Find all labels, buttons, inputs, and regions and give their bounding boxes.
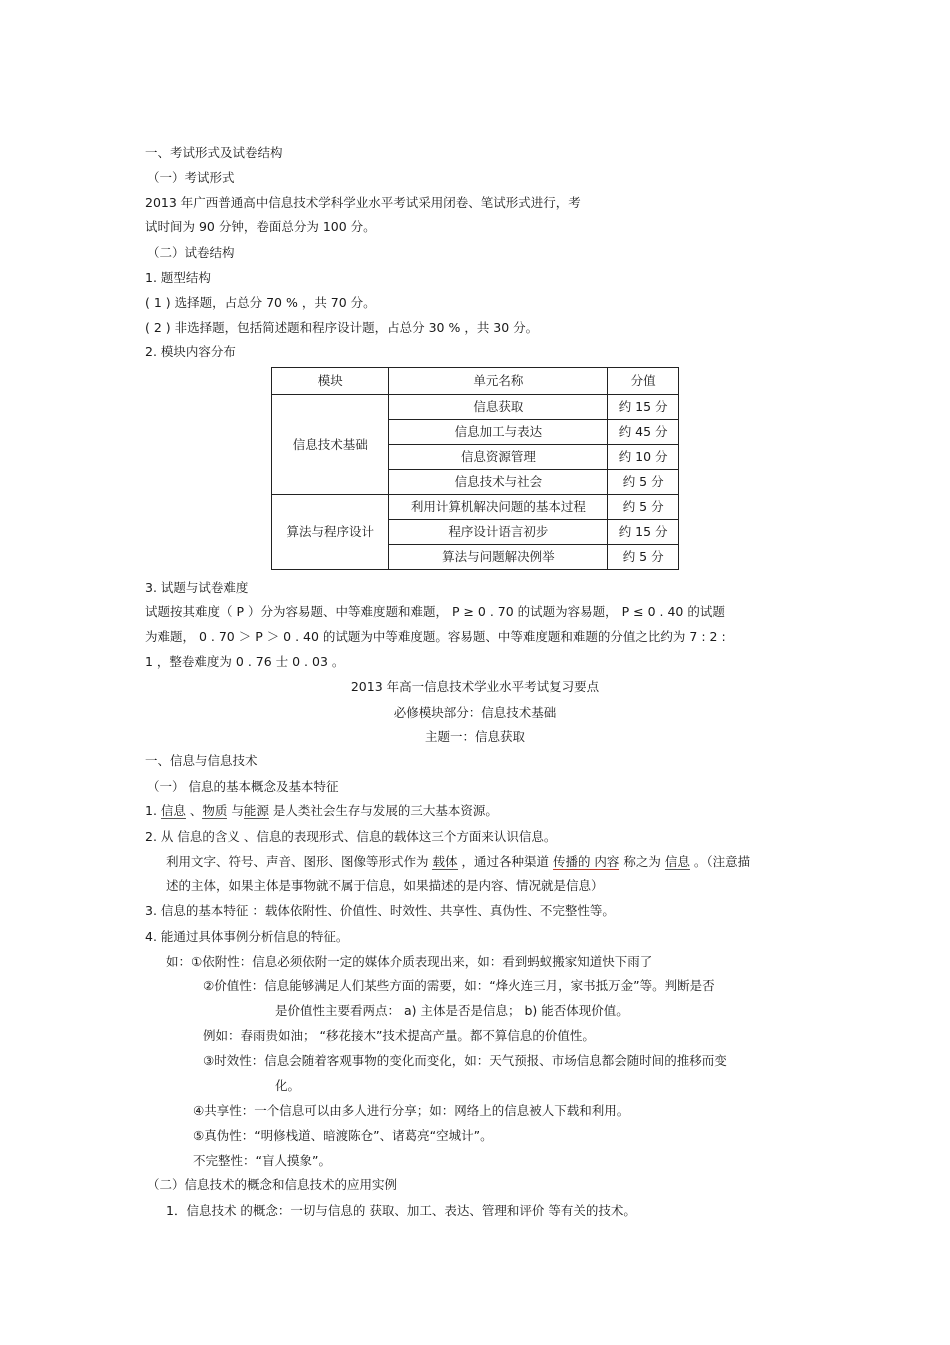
list-item: 1. 信息 、物质 与能源 是人类社会生存与发展的三大基本资源。: [145, 803, 498, 818]
score-cell: 约 15 分: [608, 520, 679, 545]
unit-cell: 程序设计语言初步: [389, 520, 608, 545]
example-line: 如：①依附性：信息必须依附一定的媒体介质表现出来，如：看到蚂蚁搬家知道快下雨了: [166, 954, 653, 969]
example-line: ④共享性：一个信息可以由多人进行分享；如：网络上的信息被人下载和利用。: [193, 1103, 630, 1118]
list-item: 1．信息技术 的概念：一切与信息的 获取、加工、表达、管理和评价 等有关的技术。: [166, 1203, 636, 1218]
table-header-cell: 单元名称: [389, 368, 608, 395]
paragraph-line: 1 ，整卷难度为 0 . 76 士 0 . 03 。: [145, 654, 345, 669]
paragraph-line: 试题按其难度（ P ）分为容易题、中等难度题和难题， P ≥ 0 . 70 的试题为容易题， P ≤ 0 . 40 的试题: [145, 604, 725, 619]
subsection-heading: （一）考试形式: [147, 170, 235, 185]
example-line: 例如：春雨贵如油； “移花接木”技术提高产量。都不算信息的价值性。: [203, 1028, 595, 1043]
underlined-term: 物质: [202, 803, 228, 818]
underlined-term: 信息: [664, 854, 690, 869]
score-cell: 约 15 分: [608, 395, 679, 420]
table-header-row: [272, 368, 679, 395]
table-row: [272, 495, 679, 520]
subsection-heading: （一） 信息的基本概念及基本特征: [147, 779, 339, 794]
score-cell: 约 10 分: [608, 445, 679, 470]
module-cell: 算法与程序设计: [272, 495, 389, 570]
underlined-term: 传播的 内容: [552, 854, 620, 869]
table-row: [272, 395, 679, 420]
underlined-term: 信息: [160, 803, 186, 818]
unit-cell: 信息获取: [389, 395, 608, 420]
score-cell: 约 5 分: [608, 495, 679, 520]
example-line: 化。: [275, 1078, 301, 1093]
paragraph-line: 试时间为 90 分钟，卷面总分为 100 分。: [145, 219, 376, 234]
list-item: ( 1 ) 选择题，占总分 70 % ，共 70 分。: [145, 295, 376, 310]
module-title: 必修模块部分：信息技术基础: [393, 705, 557, 720]
section-heading: 一、考试形式及试卷结构: [145, 145, 283, 160]
paragraph-line: 述的主体，如果主体是事物就不属于信息，如果描述的是内容、情况就是信息）: [166, 878, 604, 893]
unit-cell: 信息加工与表达: [389, 420, 608, 445]
underlined-term: 载体: [432, 854, 458, 869]
list-item: ( 2 ) 非选择题，包括简述题和程序设计题，占总分 30 % ，共 30 分。: [145, 320, 539, 335]
section-heading: 一、信息与信息技术: [145, 753, 258, 768]
list-item: 2. 模块内容分布: [145, 344, 236, 359]
paragraph-line: 为难题， 0 . 70 ＞ P ＞ 0 . 40 的试题为中等难度题。容易题、中等难度题和难题的分值之比约为 7 : 2 :: [145, 629, 726, 644]
unit-cell: 算法与问题解决例举: [389, 545, 608, 570]
example-line: ③时效性：信息会随着客观事物的变化而变化，如：天气预报、市场信息都会随时间的推移而变: [203, 1053, 727, 1068]
topic-title: 主题一：信息获取: [424, 729, 525, 744]
document-title: 2013 年高一信息技术学业水平考试复习要点: [350, 679, 600, 694]
example-line: ⑤真伪性：“明修栈道、暗渡陈仓”、诸葛亮“空城计”。: [193, 1128, 493, 1143]
example-line: ②价值性：信息能够满足人们某些方面的需要，如：“烽火连三月，家书抵万金”等。判断是否: [203, 978, 715, 993]
unit-cell: 信息资源管理: [389, 445, 608, 470]
score-cell: 约 5 分: [608, 470, 679, 495]
list-item: 2. 从 信息的含义 、信息的表现形式、信息的载体这三个方面来认识信息。: [145, 829, 557, 844]
underlined-term: 能源: [243, 803, 269, 818]
unit-cell: 信息技术与社会: [389, 470, 608, 495]
unit-cell: 利用计算机解决问题的基本过程: [389, 495, 608, 520]
list-item: 3. 试题与试卷难度: [145, 580, 249, 595]
module-distribution-table: [271, 367, 679, 570]
example-line: 是价值性主要看两点： a) 主体是否是信息； b) 能否体现价值。: [275, 1003, 629, 1018]
list-item: 1. 题型结构: [145, 270, 211, 285]
subsection-heading: （二）信息技术的概念和信息技术的应用实例: [147, 1177, 398, 1192]
example-line: 不完整性：“盲人摸象”。: [193, 1153, 331, 1168]
score-cell: 约 45 分: [608, 420, 679, 445]
table-header-cell: 分值: [608, 368, 679, 395]
paragraph-line: 利用文字、符号、声音、图形、图像等形式作为 载体 ，通过各种渠道 传播的 内容 称之为 信息 。（注意描: [166, 854, 751, 869]
list-item: 3. 信息的基本特征 ：载体依附性、价值性、时效性、共享性、真伪性、不完整性等。: [145, 903, 615, 918]
paragraph-line: 2013 年广西普通高中信息技术学科学业水平考试采用闭卷、笔试形式进行，考: [145, 195, 581, 210]
table-header-cell: 模块: [272, 368, 389, 395]
module-cell: 信息技术基础: [272, 395, 389, 495]
score-cell: 约 5 分: [608, 545, 679, 570]
list-item: 4. 能通过具体事例分析信息的特征。: [145, 929, 349, 944]
subsection-heading: （二）试卷结构: [147, 245, 235, 260]
